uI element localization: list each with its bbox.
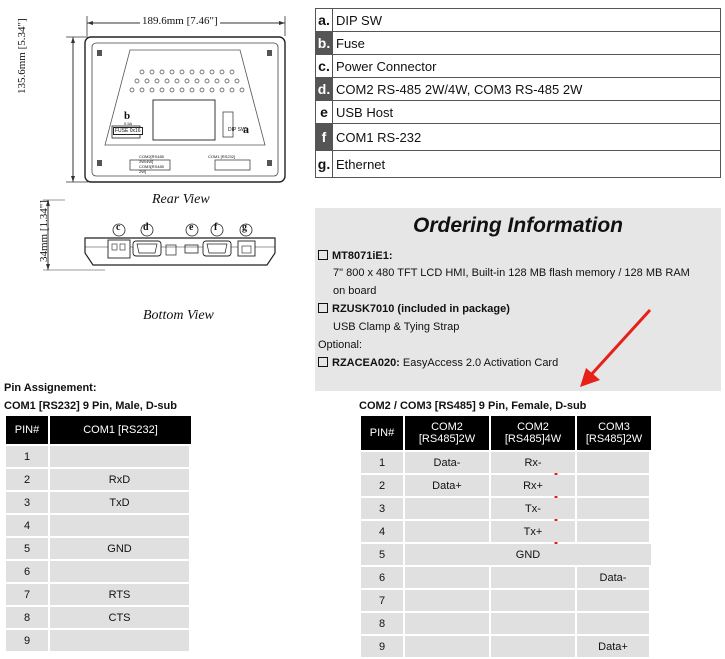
column-header: COM1 [RS232] (50, 416, 191, 444)
rear-view-drawing (60, 10, 310, 195)
table-row (361, 475, 651, 496)
column-header: PIN# (6, 416, 50, 444)
legend-label: USB Host (333, 101, 721, 124)
pin-signal: Tx+ (491, 521, 577, 542)
legend-row (316, 55, 721, 78)
pin-signal: CTS (50, 607, 191, 628)
column-header: COM3 [RS485]2W (577, 416, 651, 450)
width-dimension-label: 189.6mm [7.46"] (142, 15, 218, 27)
table-row (6, 492, 191, 513)
fuse-label: FUSE 0x16 (115, 128, 141, 134)
pin-number: 1 (361, 452, 405, 473)
pin-number: 9 (361, 636, 405, 657)
pin-number: 8 (361, 613, 405, 634)
pin-signal (405, 590, 491, 611)
legend-key: a. (316, 9, 333, 32)
table-row (6, 561, 191, 582)
legend-row (316, 32, 721, 55)
pin-signal (577, 475, 651, 496)
table-row (361, 567, 651, 588)
pin-number: 2 (6, 469, 50, 490)
order-item-rzacea020: RZACEA020: EasyAccess 2.0 Activation Card (318, 357, 558, 369)
table-row (361, 544, 651, 565)
pin-number: 3 (6, 492, 50, 513)
table-row (361, 498, 651, 519)
pin-signal (405, 613, 491, 634)
fuse-rating-label: 0.5A (124, 121, 133, 126)
legend-key: f (316, 124, 333, 151)
pin-signal: GND (50, 538, 191, 559)
callout-b: b (124, 110, 131, 122)
com23-pin-table (361, 414, 651, 659)
callout-f: f (214, 222, 218, 233)
pin-signal (50, 630, 191, 651)
com1-port-label: COM1 [RS232] (208, 154, 236, 159)
legend-row (316, 151, 721, 178)
dip-switch-label: DIP SW (228, 127, 246, 133)
callout-g: g (242, 222, 247, 233)
legend-row (316, 9, 721, 32)
table-row (6, 607, 191, 628)
bottom-view-label: Bottom View (143, 308, 214, 323)
pin-signal (491, 567, 577, 588)
pin-number: 7 (361, 590, 405, 611)
pin-signal (405, 498, 491, 519)
callout-a: a (243, 122, 249, 136)
pin-signal (491, 613, 577, 634)
pin-number: 4 (361, 521, 405, 542)
pin-signal (491, 590, 577, 611)
pin-number: 6 (361, 567, 405, 588)
table-row (6, 515, 191, 536)
pin-number: 9 (6, 630, 50, 651)
pin-signal (577, 498, 651, 519)
pin-signal: Rx+ (491, 475, 577, 496)
table-row (361, 521, 651, 542)
table-row (6, 538, 191, 559)
pin-signal: RTS (50, 584, 191, 605)
table-row (6, 584, 191, 605)
legend-label: Fuse (333, 32, 721, 55)
legend-label: COM1 RS-232 (333, 124, 721, 151)
pin-signal: Data- (405, 452, 491, 473)
table-row (361, 452, 651, 473)
table-row (6, 446, 191, 467)
bottom-view-drawing (35, 195, 295, 310)
pin-number: 2 (361, 475, 405, 496)
order-item-rzusk7010: RZUSK7010 (included in package) (318, 303, 510, 315)
pin-number: 3 (361, 498, 405, 519)
legend-label: COM2 RS-485 2W/4W, COM3 RS-485 2W (333, 78, 721, 101)
pin-number: 7 (6, 584, 50, 605)
table-row (6, 630, 191, 651)
callout-e: e (189, 222, 194, 233)
pin-signal (577, 452, 651, 473)
order-item-mt8071ie1: MT8071iE1: (318, 250, 393, 262)
pin-signal (577, 521, 651, 542)
checkbox-icon (318, 357, 328, 367)
checkbox-icon (318, 303, 328, 313)
pin-number: 5 (6, 538, 50, 559)
pin-number: 5 (361, 544, 405, 565)
rear-view-label: Rear View (152, 192, 210, 207)
pin-signal: Data+ (405, 475, 491, 496)
legend-label: DIP SW (333, 9, 721, 32)
com1-pin-table (6, 414, 191, 653)
order-item-desc: 7" 800 x 480 TFT LCD HMI, Built-in 128 MB flash memory / 128 MB RAM (333, 267, 690, 279)
pin-signal (577, 590, 651, 611)
optional-label: Optional: (318, 339, 363, 351)
ordering-title: Ordering Information (413, 214, 623, 237)
com1-table-title: COM1 [RS232] 9 Pin, Male, D-sub (4, 400, 177, 412)
table-row (361, 636, 651, 657)
pin-signal: RxD (50, 469, 191, 490)
pin-signal: Data+ (577, 636, 651, 657)
com-port-label: COM2[RS485 2W/4W] COM3[RS485 2W] (139, 154, 164, 174)
pin-signal (50, 446, 191, 467)
legend-key: c. (316, 55, 333, 78)
legend-key: b. (316, 32, 333, 55)
pin-signal: GND (405, 544, 651, 565)
pin-signal (50, 561, 191, 582)
pin-assignment-title: Pin Assignement: (4, 382, 97, 394)
pin-number: 4 (6, 515, 50, 536)
table-row (361, 613, 651, 634)
order-item-desc: USB Clamp & Tying Strap (333, 321, 460, 333)
arrowhead-icon (580, 368, 600, 387)
pin-signal (405, 567, 491, 588)
pin-signal (491, 636, 577, 657)
column-header: COM2 [RS485]4W (491, 416, 577, 450)
checkbox-icon (318, 250, 328, 260)
pin-signal (405, 636, 491, 657)
order-item-desc: on board (333, 285, 377, 297)
legend-label: Power Connector (333, 55, 721, 78)
height-dimension-label: 135.6mm [5.34"] (16, 18, 28, 94)
legend-row (316, 78, 721, 101)
com23-table-title: COM2 / COM3 [RS485] 9 Pin, Female, D-sub (359, 400, 587, 412)
pin-signal (577, 613, 651, 634)
arrow-line (590, 310, 650, 376)
legend-key: e (316, 101, 333, 124)
legend-label: Ethernet (333, 151, 721, 178)
pin-signal: TxD (50, 492, 191, 513)
legend-key: d. (316, 78, 333, 101)
pin-number: 1 (6, 446, 50, 467)
pin-number: 6 (6, 561, 50, 582)
callout-d: d (143, 222, 149, 233)
legend-row (316, 101, 721, 124)
callout-c: c (116, 222, 121, 233)
legend-key: g. (316, 151, 333, 178)
depth-dimension-label: 34mm [1.34"] (38, 200, 50, 262)
pin-signal: Data- (577, 567, 651, 588)
pin-signal (50, 515, 191, 536)
pin-signal (405, 521, 491, 542)
pin-number: 8 (6, 607, 50, 628)
column-header: PIN# (361, 416, 405, 450)
pin-signal: Rx- (491, 452, 577, 473)
table-row (361, 590, 651, 611)
pin-signal: Tx- (491, 498, 577, 519)
legend-table (315, 8, 721, 178)
column-header: COM2 [RS485]2W (405, 416, 491, 450)
table-row (6, 469, 191, 490)
legend-row (316, 124, 721, 151)
